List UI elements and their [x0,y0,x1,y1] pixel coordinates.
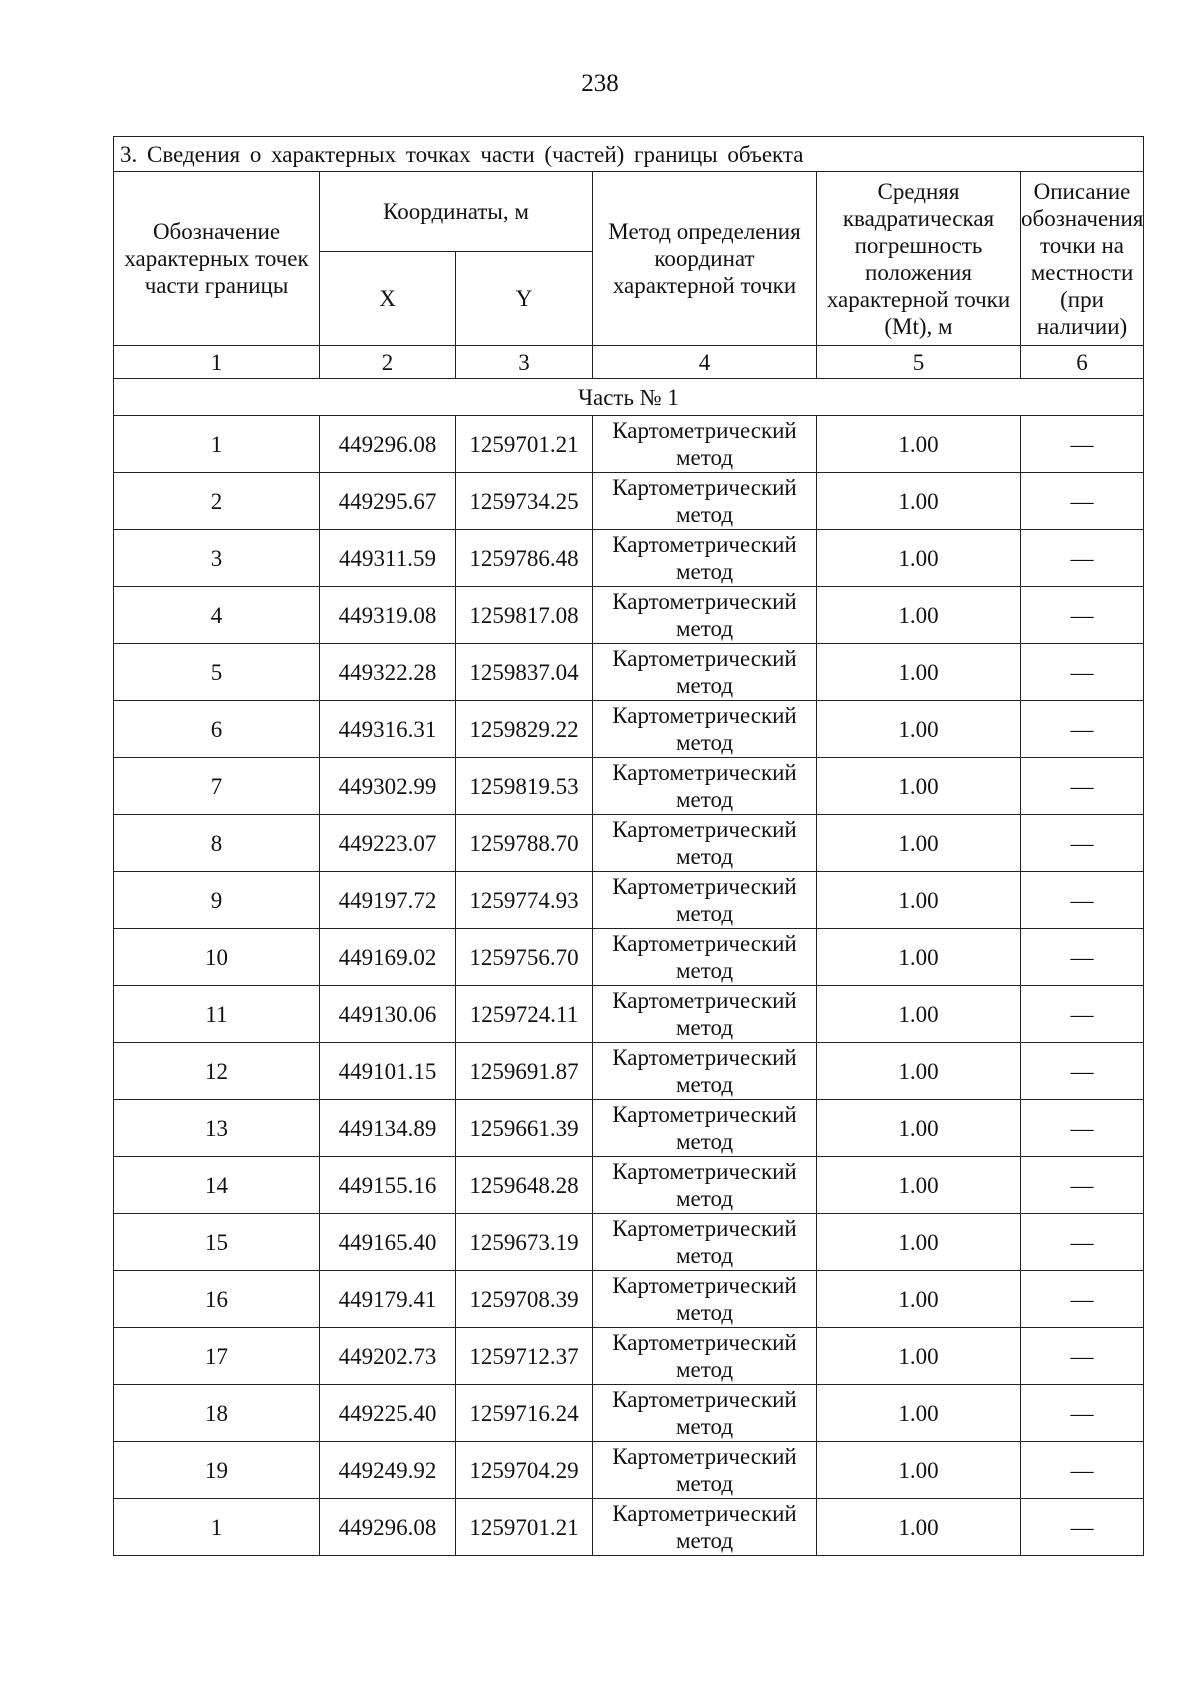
table-row [114,1271,1144,1328]
method-cell: Картометрический метод [593,929,817,986]
x-coordinate-cell: 449165.40 [320,1214,456,1271]
description-cell: — [1021,644,1144,701]
description-cell: — [1021,758,1144,815]
description-cell: — [1021,929,1144,986]
point-cell: 1 [114,416,320,473]
point-cell: 1 [114,1499,320,1556]
column-numbers-row [114,346,1144,379]
x-coordinate-cell: 449296.08 [320,416,456,473]
description-cell: — [1021,1157,1144,1214]
table-row [114,1499,1144,1556]
point-cell: 7 [114,758,320,815]
method-cell: Картометрический метод [593,758,817,815]
error-cell: 1.00 [817,473,1021,530]
boundary-points-table [113,136,1144,1556]
method-cell: Картометрический метод [593,1100,817,1157]
x-coordinate-cell: 449169.02 [320,929,456,986]
error-cell: 1.00 [817,1499,1021,1556]
method-cell: Картометрический метод [593,1385,817,1442]
error-cell: 1.00 [817,758,1021,815]
x-coordinate-cell: 449197.72 [320,872,456,929]
part-label: Часть № 1 [114,379,1144,416]
error-cell: 1.00 [817,1271,1021,1328]
method-cell: Картометрический метод [593,644,817,701]
point-cell: 10 [114,929,320,986]
description-cell: — [1021,1043,1144,1100]
error-cell: 1.00 [817,986,1021,1043]
header-x: X [320,252,456,346]
x-coordinate-cell: 449225.40 [320,1385,456,1442]
x-coordinate-cell: 449223.07 [320,815,456,872]
y-coordinate-cell: 1259837.04 [456,644,593,701]
point-cell: 8 [114,815,320,872]
table-body [114,416,1144,1556]
description-cell: — [1021,986,1144,1043]
y-coordinate-cell: 1259774.93 [456,872,593,929]
description-cell: — [1021,530,1144,587]
x-coordinate-cell: 449249.92 [320,1442,456,1499]
y-coordinate-cell: 1259829.22 [456,701,593,758]
point-cell: 17 [114,1328,320,1385]
y-coordinate-cell: 1259819.53 [456,758,593,815]
x-coordinate-cell: 449295.67 [320,473,456,530]
header-y: Y [456,252,593,346]
table-row [114,530,1144,587]
description-cell: — [1021,587,1144,644]
point-cell: 12 [114,1043,320,1100]
description-cell: — [1021,815,1144,872]
table-row [114,986,1144,1043]
method-cell: Картометрический метод [593,872,817,929]
error-cell: 1.00 [817,644,1021,701]
method-cell: Картометрический метод [593,1499,817,1556]
error-cell: 1.00 [817,1100,1021,1157]
point-cell: 18 [114,1385,320,1442]
point-cell: 4 [114,587,320,644]
error-cell: 1.00 [817,872,1021,929]
y-coordinate-cell: 1259708.39 [456,1271,593,1328]
table-row [114,1157,1144,1214]
error-cell: 1.00 [817,701,1021,758]
y-coordinate-cell: 1259716.24 [456,1385,593,1442]
y-coordinate-cell: 1259648.28 [456,1157,593,1214]
table-row [114,1442,1144,1499]
table-row [114,758,1144,815]
x-coordinate-cell: 449130.06 [320,986,456,1043]
point-cell: 19 [114,1442,320,1499]
error-cell: 1.00 [817,1214,1021,1271]
x-coordinate-cell: 449296.08 [320,1499,456,1556]
table-row [114,587,1144,644]
column-number: 1 [114,346,320,379]
x-coordinate-cell: 449134.89 [320,1100,456,1157]
description-cell: — [1021,1214,1144,1271]
point-cell: 5 [114,644,320,701]
error-cell: 1.00 [817,416,1021,473]
x-coordinate-cell: 449202.73 [320,1328,456,1385]
point-cell: 15 [114,1214,320,1271]
x-coordinate-cell: 449311.59 [320,530,456,587]
description-cell: — [1021,416,1144,473]
x-coordinate-cell: 449179.41 [320,1271,456,1328]
method-cell: Картометрический метод [593,530,817,587]
x-coordinate-cell: 449302.99 [320,758,456,815]
description-cell: — [1021,1442,1144,1499]
description-cell: — [1021,1499,1144,1556]
description-cell: — [1021,473,1144,530]
section-title: 3. Сведения о характерных точках части (частей) границы объекта [114,137,1144,172]
table-row [114,1043,1144,1100]
description-cell: — [1021,1271,1144,1328]
x-coordinate-cell: 449155.16 [320,1157,456,1214]
error-cell: 1.00 [817,1043,1021,1100]
y-coordinate-cell: 1259756.70 [456,929,593,986]
y-coordinate-cell: 1259704.29 [456,1442,593,1499]
method-cell: Картометрический метод [593,1328,817,1385]
column-number: 2 [320,346,456,379]
table-row [114,701,1144,758]
table-row [114,1328,1144,1385]
y-coordinate-cell: 1259712.37 [456,1328,593,1385]
point-cell: 16 [114,1271,320,1328]
description-cell: — [1021,1328,1144,1385]
header-description: Описание обозначения точки на местности (при наличии) [1021,172,1144,346]
y-coordinate-cell: 1259786.48 [456,530,593,587]
y-coordinate-cell: 1259673.19 [456,1214,593,1271]
table-row [114,1100,1144,1157]
description-cell: — [1021,701,1144,758]
y-coordinate-cell: 1259661.39 [456,1100,593,1157]
y-coordinate-cell: 1259701.21 [456,1499,593,1556]
table-row [114,1385,1144,1442]
x-coordinate-cell: 449101.15 [320,1043,456,1100]
y-coordinate-cell: 1259734.25 [456,473,593,530]
description-cell: — [1021,1100,1144,1157]
point-cell: 9 [114,872,320,929]
method-cell: Картометрический метод [593,986,817,1043]
x-coordinate-cell: 449316.31 [320,701,456,758]
y-coordinate-cell: 1259788.70 [456,815,593,872]
table-row [114,473,1144,530]
table-row [114,929,1144,986]
point-cell: 3 [114,530,320,587]
error-cell: 1.00 [817,1442,1021,1499]
point-cell: 14 [114,1157,320,1214]
table-row [114,1214,1144,1271]
x-coordinate-cell: 449319.08 [320,587,456,644]
error-cell: 1.00 [817,815,1021,872]
header-method: Метод определения координат характерной точки [593,172,817,346]
method-cell: Картометрический метод [593,587,817,644]
x-coordinate-cell: 449322.28 [320,644,456,701]
method-cell: Картометрический метод [593,1043,817,1100]
header-error: Средняя квадратическая погрешность положения характерной точки (Mt), м [817,172,1021,346]
method-cell: Картометрический метод [593,473,817,530]
y-coordinate-cell: 1259701.21 [456,416,593,473]
point-cell: 2 [114,473,320,530]
method-cell: Картометрический метод [593,815,817,872]
method-cell: Картометрический метод [593,1271,817,1328]
method-cell: Картометрический метод [593,701,817,758]
header-coordinates: Координаты, м [320,172,593,252]
column-number: 6 [1021,346,1144,379]
point-cell: 11 [114,986,320,1043]
table-row [114,872,1144,929]
error-cell: 1.00 [817,530,1021,587]
table-row [114,416,1144,473]
method-cell: Картометрический метод [593,1442,817,1499]
error-cell: 1.00 [817,1385,1021,1442]
error-cell: 1.00 [817,1328,1021,1385]
page-number: 238 [581,70,619,97]
table-row [114,815,1144,872]
column-number: 5 [817,346,1021,379]
column-number: 4 [593,346,817,379]
method-cell: Картометрический метод [593,416,817,473]
y-coordinate-cell: 1259691.87 [456,1043,593,1100]
description-cell: — [1021,1385,1144,1442]
y-coordinate-cell: 1259724.11 [456,986,593,1043]
table-row [114,644,1144,701]
column-number: 3 [456,346,593,379]
description-cell: — [1021,872,1144,929]
header-designation: Обозначение характерных точек части границы [114,172,320,346]
y-coordinate-cell: 1259817.08 [456,587,593,644]
error-cell: 1.00 [817,587,1021,644]
error-cell: 1.00 [817,929,1021,986]
error-cell: 1.00 [817,1157,1021,1214]
method-cell: Картометрический метод [593,1214,817,1271]
point-cell: 6 [114,701,320,758]
method-cell: Картометрический метод [593,1157,817,1214]
point-cell: 13 [114,1100,320,1157]
